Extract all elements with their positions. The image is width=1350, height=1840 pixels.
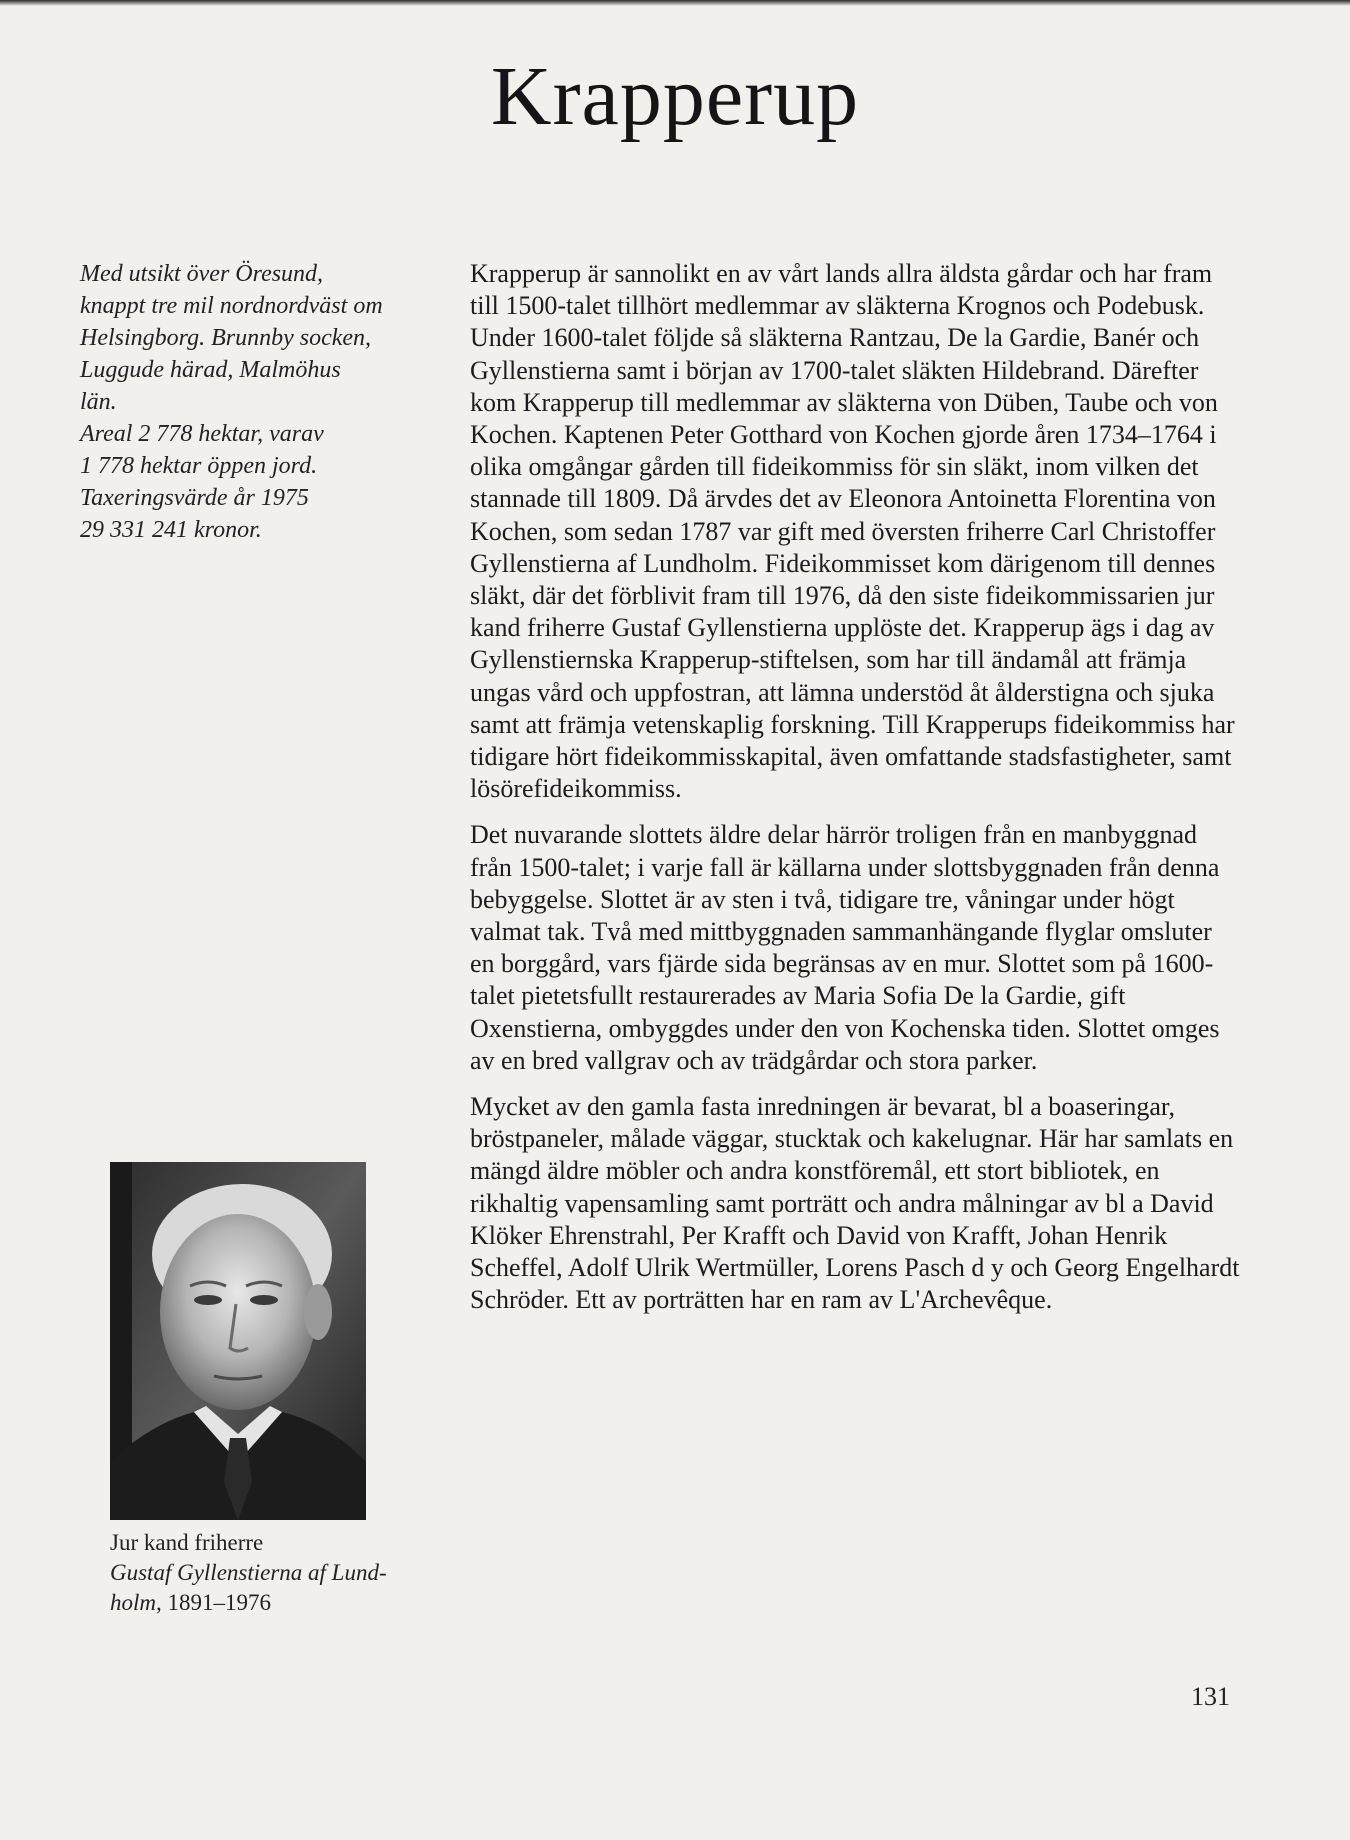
paragraph-history: Krapperup är sannolikt en av vårt lands allra äldsta gårdar och har fram till 1500-talet tillhört medlemmar av släkterna Krognos och Podebusk. Under 1600-talet följde så släkterna Rantzau, De la Gardie, Banér och Gyllenstierna samt i början av 1700-talet släkten Hildebrand. Därefter kom Krapperup till medlemmar av släkterna von Düben, Taube och von Kochen. Kaptenen Peter Gotthard von Kochen gjorde åren 1734–1764 i olika omgångar gården till fideikommiss för sin släkt, inom vilken det stannade till 1809. Då ärvdes det av Eleonora Antoinetta Florentina von Kochen, som sedan 1787 var gift med översten friherre Carl Christoffer Gyllenstierna af Lundholm. Fideikommisset kom därigenom till dennes släkt, där det förblivit fram till 1976, då den siste fideikommissarien jur kand friherre Gustaf Gyllenstierna upplöste det. Krapperup ägs i dag av Gyllenstiernska Krapperup-stiftelsen, som har till ändamål att främja ungas vård och uppfostran, att lämna understöd åt ålderstigna och sjuka samt att främja vetenskaplig forskning. Till Krapperups fideikommiss har tidigare hört fideikommisskapital, även omfattande stadsfastigheter, samt lösörefideikommiss. <box>470 259 1235 804</box>
portrait-illustration <box>110 1162 366 1520</box>
estate-facts <box>80 258 440 546</box>
page-top-edge <box>0 0 1350 6</box>
caption-title: Jur kand friherre <box>110 1530 264 1555</box>
article-body <box>470 258 1240 1331</box>
caption-years: 1891–1976 <box>161 1590 271 1615</box>
portrait-caption <box>110 1528 430 1618</box>
portrait-photo <box>110 1162 366 1520</box>
caption-name: Gustaf Gyllenstierna af Lund- <box>110 1560 387 1585</box>
estate-area: Areal 2 778 hektar, varav 1 778 hektar öppen jord. <box>80 421 324 479</box>
caption-name-end: holm, <box>110 1590 162 1615</box>
page-number: 131 <box>1191 1682 1230 1711</box>
paragraph-castle: Det nuvarande slottets äldre delar härrör troligen från en manbyggnad från 1500-talet; i varje fall är källarna under slottsbyggnaden från denna bebyggelse. Slottet är av sten i två, tidigare tre, våningar under högt valmat tak. Två med mittbyggnaden sammanhängande flyglar omsluter en borggård, vars fjärde sida begränsas av en mur. Slottet som på 1600-talet pietetsfullt restaurerades av Maria Sofia De la Gardie, gift Oxenstierna, ombyggdes under den von Kochenska tiden. Slottet omges av en bred vallgrav och av trädgårdar och stora parker. <box>470 820 1220 1075</box>
estate-tax-value: Taxeringsvärde år 1975 29 331 241 kronor. <box>80 485 309 543</box>
paragraph-interior: Mycket av den gamla fasta inredningen är bevarat, bl a boaseringar, bröstpaneler, målade väggar, stucktak och kakelugnar. Här har samlats en mängd äldre möbler och andra konstföremål, ett stort bibliotek, en rikhaltig vapensamling samt porträtt och andra målningar av bl a David Klöker Ehrenstrahl, Per Krafft och David von Krafft, Johan Henrik Scheffel, Adolf Ulrik Wertmüller, Lorens Pasch d y och Georg Engelhardt Schröder. Ett av porträtten har en ram av L'Archevêque. <box>470 1092 1240 1315</box>
estate-location: Med utsikt över Öresund, knappt tre mil nordnordväst om Helsingborg. Brunnby socken, Luggude härad, Malmöhus län. <box>80 261 383 415</box>
page-title: Krapperup <box>490 50 860 143</box>
